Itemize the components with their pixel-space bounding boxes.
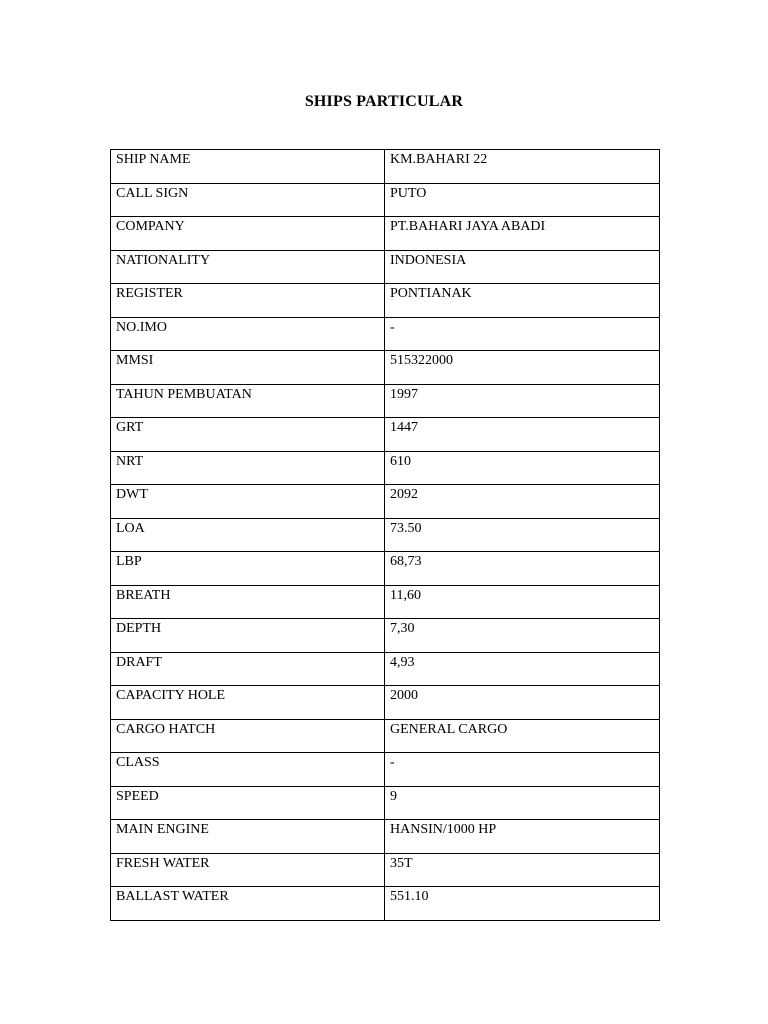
particular-value: HANSIN/1000 HP xyxy=(385,820,660,854)
table-row xyxy=(111,686,660,720)
table-row xyxy=(111,786,660,820)
particular-value: 35T xyxy=(385,853,660,887)
particular-value: 1447 xyxy=(385,418,660,452)
particular-value: KM.BAHARI 22 xyxy=(385,150,660,184)
table-row xyxy=(111,719,660,753)
table-row xyxy=(111,552,660,586)
particular-value: 610 xyxy=(385,451,660,485)
particular-label: CARGO HATCH xyxy=(111,719,385,753)
table-row xyxy=(111,284,660,318)
particular-value: 68,73 xyxy=(385,552,660,586)
table-row xyxy=(111,619,660,653)
particular-label: LBP xyxy=(111,552,385,586)
particular-value: 515322000 xyxy=(385,351,660,385)
ship-particulars-table xyxy=(110,149,660,921)
particular-value: 2000 xyxy=(385,686,660,720)
table-row xyxy=(111,820,660,854)
table-row xyxy=(111,384,660,418)
particular-value: 73.50 xyxy=(385,518,660,552)
particular-value: PT.BAHARI JAYA ABADI xyxy=(385,217,660,251)
particular-label: CLASS xyxy=(111,753,385,787)
particular-label: COMPANY xyxy=(111,217,385,251)
particular-value: 9 xyxy=(385,786,660,820)
table-row xyxy=(111,217,660,251)
particular-value: - xyxy=(385,317,660,351)
table-row xyxy=(111,418,660,452)
particular-label: CALL SIGN xyxy=(111,183,385,217)
table-row xyxy=(111,150,660,184)
particular-label: DWT xyxy=(111,485,385,519)
particular-value: INDONESIA xyxy=(385,250,660,284)
table-row xyxy=(111,451,660,485)
table-row xyxy=(111,317,660,351)
particular-label: SPEED xyxy=(111,786,385,820)
particular-label: NO.IMO xyxy=(111,317,385,351)
table-row xyxy=(111,250,660,284)
table-row xyxy=(111,183,660,217)
particular-label: LOA xyxy=(111,518,385,552)
ship-particulars-body xyxy=(111,150,660,921)
particular-label: MMSI xyxy=(111,351,385,385)
particular-label: FRESH WATER xyxy=(111,853,385,887)
particular-label: BREATH xyxy=(111,585,385,619)
table-row xyxy=(111,887,660,921)
particular-label: GRT xyxy=(111,418,385,452)
particular-value: - xyxy=(385,753,660,787)
particular-label: CAPACITY HOLE xyxy=(111,686,385,720)
particular-label: TAHUN PEMBUATAN xyxy=(111,384,385,418)
particular-value: 551.10 xyxy=(385,887,660,921)
particular-value: 11,60 xyxy=(385,585,660,619)
particular-value: GENERAL CARGO xyxy=(385,719,660,753)
particular-value: PONTIANAK xyxy=(385,284,660,318)
particular-value: 2092 xyxy=(385,485,660,519)
particular-label: DEPTH xyxy=(111,619,385,653)
particular-value: 7,30 xyxy=(385,619,660,653)
table-row xyxy=(111,853,660,887)
particular-label: NATIONALITY xyxy=(111,250,385,284)
particular-value: 1997 xyxy=(385,384,660,418)
particular-value: 4,93 xyxy=(385,652,660,686)
table-row xyxy=(111,351,660,385)
particular-label: NRT xyxy=(111,451,385,485)
table-row xyxy=(111,585,660,619)
particular-label: DRAFT xyxy=(111,652,385,686)
table-row xyxy=(111,753,660,787)
particular-label: BALLAST WATER xyxy=(111,887,385,921)
particular-label: SHIP NAME xyxy=(111,150,385,184)
table-row xyxy=(111,485,660,519)
particular-value: PUTO xyxy=(385,183,660,217)
particular-label: MAIN ENGINE xyxy=(111,820,385,854)
table-row xyxy=(111,652,660,686)
page-title: SHIPS PARTICULAR xyxy=(304,93,464,110)
table-row xyxy=(111,518,660,552)
particular-label: REGISTER xyxy=(111,284,385,318)
